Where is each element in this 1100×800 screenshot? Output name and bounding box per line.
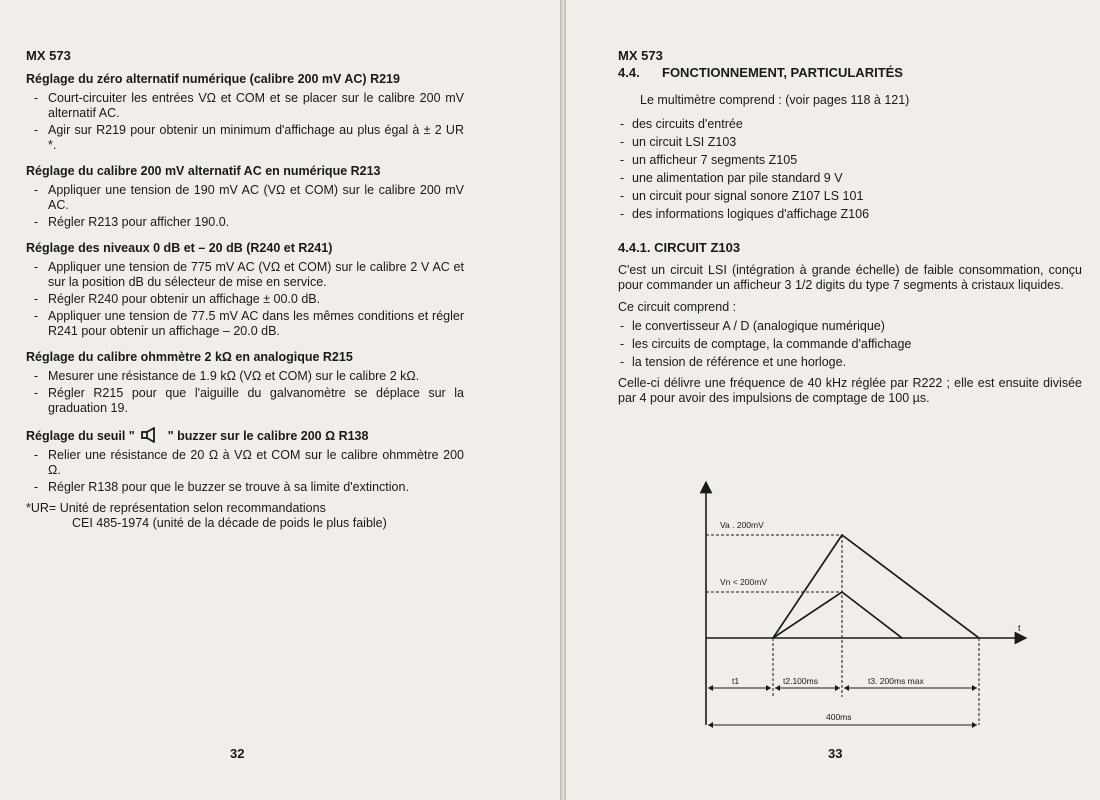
section-title-ohmmeter: Réglage du calibre ohmmètre 2 kΩ en analogique R215 bbox=[26, 350, 353, 364]
vn-label: Vn < 200mV bbox=[720, 577, 768, 587]
section-heading-number: 4.4. bbox=[618, 65, 640, 80]
list-item: - des circuits d'entrée bbox=[618, 117, 1082, 132]
list-item: - Mesurer une résistance de 1.9 kΩ (VΩ et COM) sur le calibre 2 kΩ. bbox=[26, 369, 464, 384]
list-item: - Appliquer une tension de 775 mV AC (VΩ et COM) sur le calibre 2 V AC et sur la position dB du sélecteur de mise en service. bbox=[26, 260, 464, 290]
footnote-line-1: *UR= Unité de représentation selon recommandations bbox=[26, 501, 326, 515]
t3-label: t3. 200ms max bbox=[868, 676, 924, 686]
page-number-left: 32 bbox=[230, 746, 245, 761]
va-label: Va . 200mV bbox=[720, 520, 764, 530]
section-list-ohmmeter bbox=[26, 369, 464, 416]
section-heading-text: FONCTIONNEMENT, PARTICULARITÉS bbox=[662, 65, 903, 80]
page-number-right: 33 bbox=[828, 746, 843, 761]
section-title-200mv-ac: Réglage du calibre 200 mV alternatif AC en numérique R213 bbox=[26, 164, 381, 178]
section-list-zero-ac bbox=[26, 91, 464, 153]
paragraph-3: Celle-ci délivre une fréquence de 40 kHz réglée par R222 ; elle est ensuite divisée par 4 pour avoir des impulsions de comptage de 100 µs. bbox=[618, 376, 1082, 405]
left-page-content bbox=[26, 48, 464, 531]
section-list-buzzer bbox=[26, 448, 464, 495]
list-item: - Régler R240 pour obtenir un affichage ± 00.0 dB. bbox=[26, 292, 464, 307]
footnote bbox=[26, 501, 464, 531]
buzzer-title-start: Réglage du seuil " bbox=[26, 429, 135, 443]
paragraph-1: C'est un circuit LSI (intégration à grande échelle) de faible consommation, conçu pour commander un afficheur 3 1/2 digits du type 7 segments à cristaux liquides. bbox=[618, 263, 1082, 292]
speaker-icon bbox=[140, 427, 162, 443]
footnote-line-2: CEI 485-1974 (unité de la décade de poids le plus faible) bbox=[72, 516, 387, 530]
left-page-header: MX 573 bbox=[26, 48, 71, 63]
list-item: - le convertisseur A / D (analogique numérique) bbox=[618, 319, 1082, 334]
section-heading bbox=[618, 65, 1082, 80]
list-item: - Régler R215 pour que l'aiguille du galvanomètre se déplace sur la graduation 19. bbox=[26, 386, 464, 416]
total-label: 400ms bbox=[826, 712, 852, 722]
intro-text: Le multimètre comprend : (voir pages 118 à 121) bbox=[640, 93, 910, 107]
list-item: - une alimentation par pile standard 9 V bbox=[618, 171, 1082, 186]
list-item: - un afficheur 7 segments Z105 bbox=[618, 153, 1082, 168]
list-item: - Agir sur R219 pour obtenir un minimum d'affichage au plus égal à ± 2 UR *. bbox=[26, 123, 464, 153]
vn-ramp bbox=[773, 592, 902, 638]
section-title-db-levels: Réglage des niveaux 0 dB et – 20 dB (R240 et R241) bbox=[26, 241, 333, 255]
list-item: - des informations logiques d'affichage Z106 bbox=[618, 207, 1082, 222]
list-item: - un circuit LSI Z103 bbox=[618, 135, 1082, 150]
list-item: - Appliquer une tension de 190 mV AC (VΩ et COM) sur le calibre 200 mV AC. bbox=[26, 183, 464, 213]
right-page-content bbox=[618, 48, 1082, 413]
list-item: - Court-circuiter les entrées VΩ et COM et se placer sur le calibre 200 mV alternatif AC. bbox=[26, 91, 464, 121]
integration-timing-diagram bbox=[686, 475, 1100, 750]
section-title-buzzer bbox=[26, 427, 464, 443]
list-item: - un circuit pour signal sonore Z107 LS 101 bbox=[618, 189, 1082, 204]
section-list-db-levels bbox=[26, 260, 464, 339]
section-title-zero-ac: Réglage du zéro alternatif numérique (calibre 200 mV AC) R219 bbox=[26, 72, 400, 86]
t1-label: t1 bbox=[732, 676, 740, 686]
section-list-200mv-ac bbox=[26, 183, 464, 230]
list-item: - Régler R213 pour afficher 190.0. bbox=[26, 215, 464, 230]
x-axis-label: t bbox=[1018, 623, 1021, 633]
list-item: - Appliquer une tension de 77.5 mV AC dans les mêmes conditions et régler R241 pour obtenir un affichage – 20.0 dB. bbox=[26, 309, 464, 339]
list-item: - les circuits de comptage, la commande d'affichage bbox=[618, 337, 1082, 352]
components-list bbox=[618, 117, 1082, 222]
subsection-heading: 4.4.1. CIRCUIT Z103 bbox=[618, 240, 741, 255]
list-item: - Relier une résistance de 20 Ω à VΩ et COM sur le calibre ohmmètre 200 Ω. bbox=[26, 448, 464, 478]
paragraph-2: Ce circuit comprend : bbox=[618, 300, 737, 314]
buzzer-title-end: " buzzer sur le calibre 200 Ω R138 bbox=[167, 429, 369, 443]
circuit-items-list bbox=[618, 319, 1082, 370]
list-item: - la tension de référence et une horloge. bbox=[618, 355, 1082, 370]
va-ramp bbox=[773, 535, 979, 638]
list-item: - Régler R138 pour que le buzzer se trouve à sa limite d'extinction. bbox=[26, 480, 464, 495]
t2-label: t2.100ms bbox=[783, 676, 818, 686]
right-page-header: MX 573 bbox=[618, 48, 663, 63]
right-page bbox=[566, 0, 1100, 800]
